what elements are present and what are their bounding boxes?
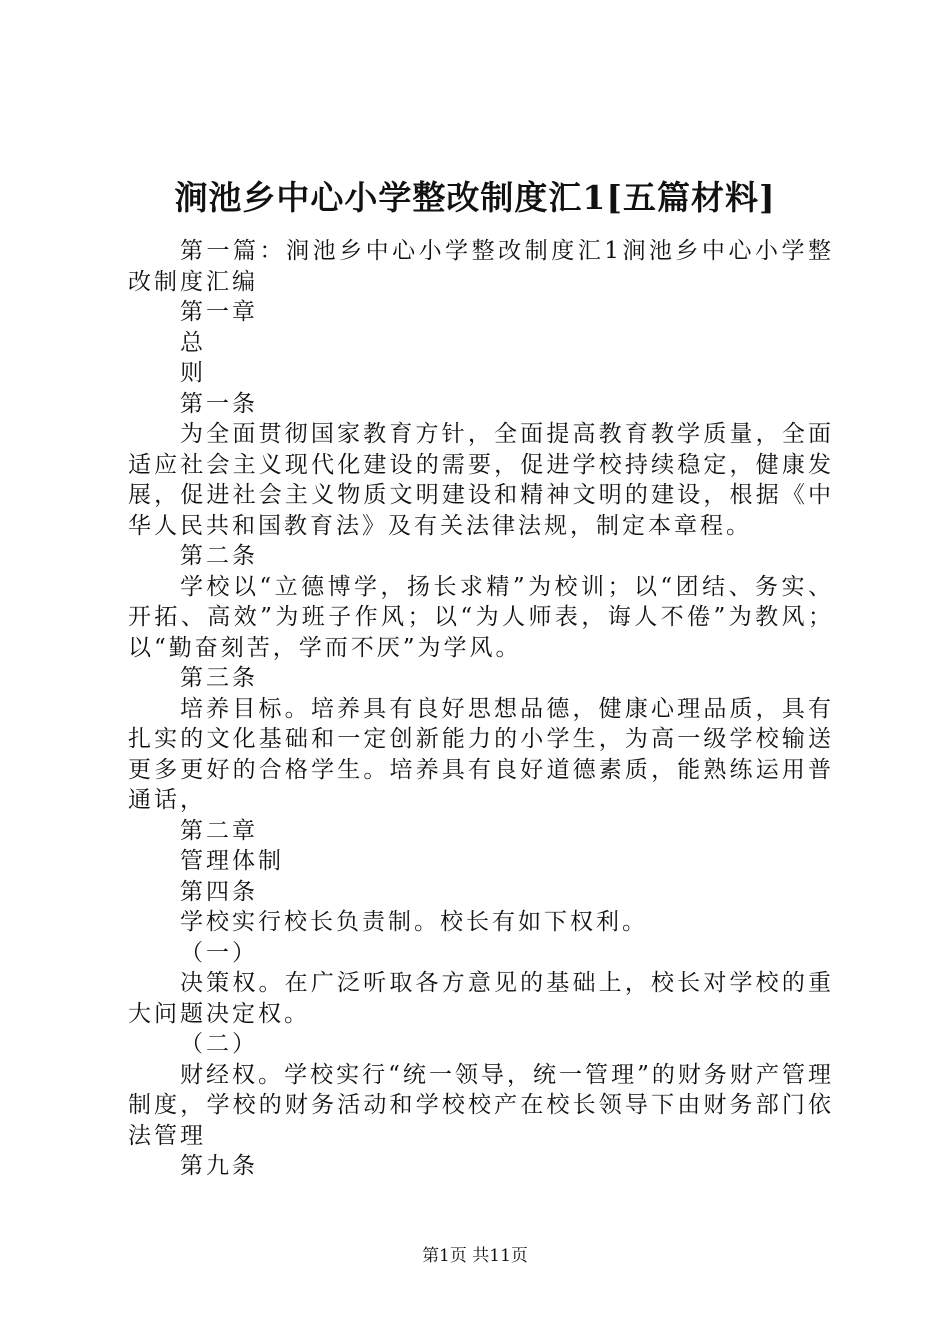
article-text: 学校实行校长负责制。校长有如下权利。 xyxy=(180,909,648,935)
chapter-title: 管理体制 xyxy=(180,848,284,874)
chapter-title-part: 则 xyxy=(180,360,206,386)
paragraph-intro: 第一篇：涧池乡中心小学整改制度汇1涧池乡中心小学整改制度汇编 xyxy=(128,238,834,295)
chapter-heading: 第二章 xyxy=(180,817,258,844)
article-heading: 第三条 xyxy=(180,665,258,691)
chapter-title-part: 总 xyxy=(180,329,206,356)
article-heading: 第九条 xyxy=(180,1153,258,1179)
page-footer: 第1页 共11页 xyxy=(422,1246,528,1266)
item-number: （二） xyxy=(180,1031,258,1057)
article-text: 为全面贯彻国家教育方针，全面提高教育教学质量，全面适应社会主义现代化建设的需要，促进学校持续稳定，健康发展，促进社会主义物质文明建设和精神文明的建设，根据《中华人民共和国教育法》及有关法律法规，制定本章程。 xyxy=(128,421,834,539)
article-heading: 第一条 xyxy=(180,390,258,417)
item-number: （一） xyxy=(180,939,258,966)
item-text: 财经权。学校实行“统一领导，统一管理”的财务财产管理制度，学校的财务活动和学校校产在校长领导下由财务部门依法管理 xyxy=(128,1061,834,1149)
document-title: 涧池乡中心小学整改制度汇1[五篇材料] xyxy=(174,178,776,217)
article-text: 培养目标。培养具有良好思想品德，健康心理品质，具有扎实的文化基础和一定创新能力的小学生，为高一级学校输送更多更好的合格学生。培养具有良好道德素质，能熟练运用普通话， xyxy=(128,695,834,813)
chapter-heading: 第一章 xyxy=(180,299,258,325)
item-text: 决策权。在广泛听取各方意见的基础上，校长对学校的重大问题决定权。 xyxy=(128,970,834,1027)
article-heading: 第二条 xyxy=(180,543,258,569)
article-heading: 第四条 xyxy=(180,878,258,905)
document-body xyxy=(128,236,834,1182)
article-text: 学校以“立德博学，扬长求精”为校训；以“团结、务实、开拓、高效”为班子作风；以“为人师表，诲人不倦”为教风；以“勤奋刻苦，学而不厌”为学风。 xyxy=(128,573,834,661)
